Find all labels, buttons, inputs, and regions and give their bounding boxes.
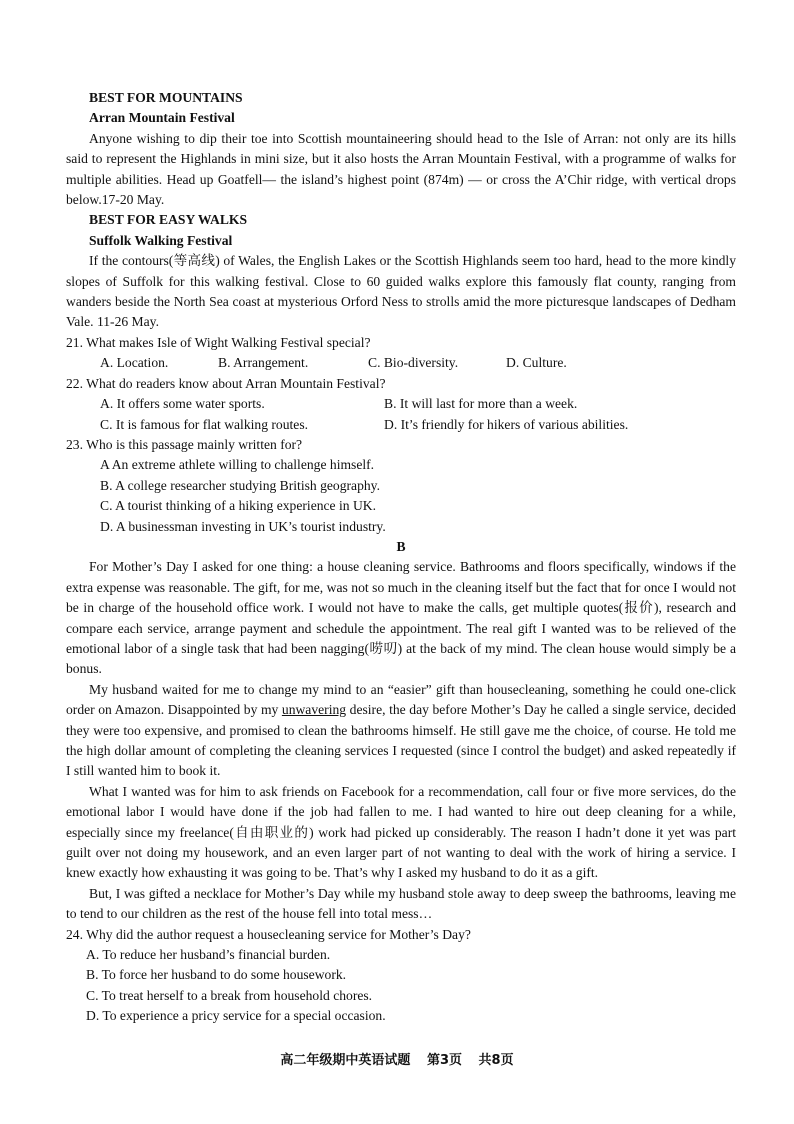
footer-total-pages: 共8页 xyxy=(478,1053,514,1068)
question-21: 21. What makes Isle of Wight Walking Festival special? xyxy=(66,334,371,350)
q24-option-a: A. To reduce her husband’s financial burden. xyxy=(86,947,331,963)
q22-option-a: A. It offers some water sports. xyxy=(100,396,265,412)
title-arran-festival: Arran Mountain Festival xyxy=(89,110,235,126)
q23-option-a: A An extreme athlete willing to challenge himself. xyxy=(100,457,375,473)
q23-option-b: B. A college researcher studying British geography. xyxy=(100,477,380,493)
q24-option-c: C. To treat herself to a break from household chores. xyxy=(86,987,373,1003)
paragraph-arran: Anyone wishing to dip their toe into Scottish mountaineering should head to the Isle of Arran: not only are its hills said to represent the Highlands in mini size, but it also hosts the Arran Mountain Festival, with a programme of walks for multiple abilities. Head up Goatfell— the island’s highest point (874m) — or cross the A’Chir ridge, with vertical drops below.17-20 May. xyxy=(66,130,736,208)
paragraph-suffolk: If the contours(等高线) of Wales, the English Lakes or the Scottish Highlands seem too hard, head to the more kindly slopes of Suffolk for this walking festival. Close to 60 guided walks explore this famously flat county, ranging from wanders beside the North Sea coast at mysterious Orford Ness to strolls amid the more picturesque landscapes of Dedham Vale. 11-26 May. xyxy=(66,253,736,330)
question-22-options-cd xyxy=(66,415,736,435)
p2-text-end: desire, the day before Mother’s Day he called a single service, decided they were too expensive, and promised to clean the bathrooms himself. He still gave me the choice, of course. He told me the high dollar amount of completing the cleaning services I requested (since I control the budget) and asked repeatedly if I still wanted him to book it. xyxy=(66,702,736,779)
q24-option-b: B. To force her husband to do some housework. xyxy=(86,967,347,983)
section-b-label: B xyxy=(396,538,406,554)
heading-mountains: BEST FOR MOUNTAINS xyxy=(89,90,243,105)
q23-option-c: C. A tourist thinking of a hiking experience in UK. xyxy=(100,498,376,514)
footer-exam-title: 高二年级期中英语试题 xyxy=(280,1053,411,1068)
passage-b-paragraph-2 xyxy=(66,680,736,782)
heading-easy-walks: BEST FOR EASY WALKS xyxy=(89,212,248,228)
question-21-options xyxy=(66,353,736,373)
q21-option-d: D. Culture. xyxy=(506,355,567,371)
q24-option-d: D. To experience a pricy service for a special occasion. xyxy=(86,1008,386,1024)
p2-text-start: My husband waited for me to change my mind to an “easier” gift than housecleaning, something he could one-click order on Amazon. Disappointed by my xyxy=(66,681,736,718)
passage-b-paragraph-1: For Mother’s Day I asked for one thing: a house cleaning service. Bathrooms and floors specifically, windows if the extra expense was reasonable. The gift, for me, was not so much in the cleaning itself but the fact that for once I would not be in charge of the household office work. I would not have to make the calls, get multiple quotes(报价), research and compare each service, arrange payment and schedule the appointment. The real gift I wanted was to be relieved of the emotional labor of a single task that had been nagging(唠叨) at the back of my mind. The clean house would simply be a bonus. xyxy=(66,559,736,677)
question-23: 23. Who is this passage mainly written for? xyxy=(66,436,303,452)
q21-option-b: B. Arrangement. xyxy=(218,355,309,371)
q22-option-d: D. It’s friendly for hikers of various abilities. xyxy=(384,416,629,432)
question-22: 22. What do readers know about Arran Mountain Festival? xyxy=(66,375,386,391)
q23-option-d: D. A businessman investing in UK’s tourist industry. xyxy=(100,518,386,534)
question-24: 24. Why did the author request a housecleaning service for Mother’s Day? xyxy=(66,926,471,942)
page-footer xyxy=(0,1049,794,1068)
passage-b-paragraph-4: But, I was gifted a necklace for Mother’s Day while my husband stole away to deep sweep the bathrooms, leaving me to tend to our children as the rest of the house fell into total mess… xyxy=(66,885,736,922)
q22-option-b: B. It will last for more than a week. xyxy=(384,396,578,412)
underlined-word: unwavering xyxy=(281,702,347,718)
q21-option-c: C. Bio-diversity. xyxy=(368,355,459,371)
q21-option-a: A. Location. xyxy=(100,355,169,371)
question-22-options-ab xyxy=(66,394,736,414)
passage-b-paragraph-3: What I wanted was for him to ask friends on Facebook for a recommendation, call four or five more services, do the emotional labor I would have done if the job had fallen to me. I had wanted to hire out deep cleaning for a while, especially since my freelance(自由职业的) work had picked up considerably. The reason I hadn’t done it yet was part guilt over not doing my housework, and an even larger part of not wanting to deal with the work of hiring a service. I knew exactly how exhausting it was going to be. That’s why I asked my husband to do it as a gift. xyxy=(66,783,736,881)
q22-option-c: C. It is famous for flat walking routes. xyxy=(100,416,309,432)
title-suffolk-festival: Suffolk Walking Festival xyxy=(89,232,233,248)
exam-content xyxy=(66,88,736,1027)
footer-page-number: 第3页 xyxy=(426,1053,462,1068)
